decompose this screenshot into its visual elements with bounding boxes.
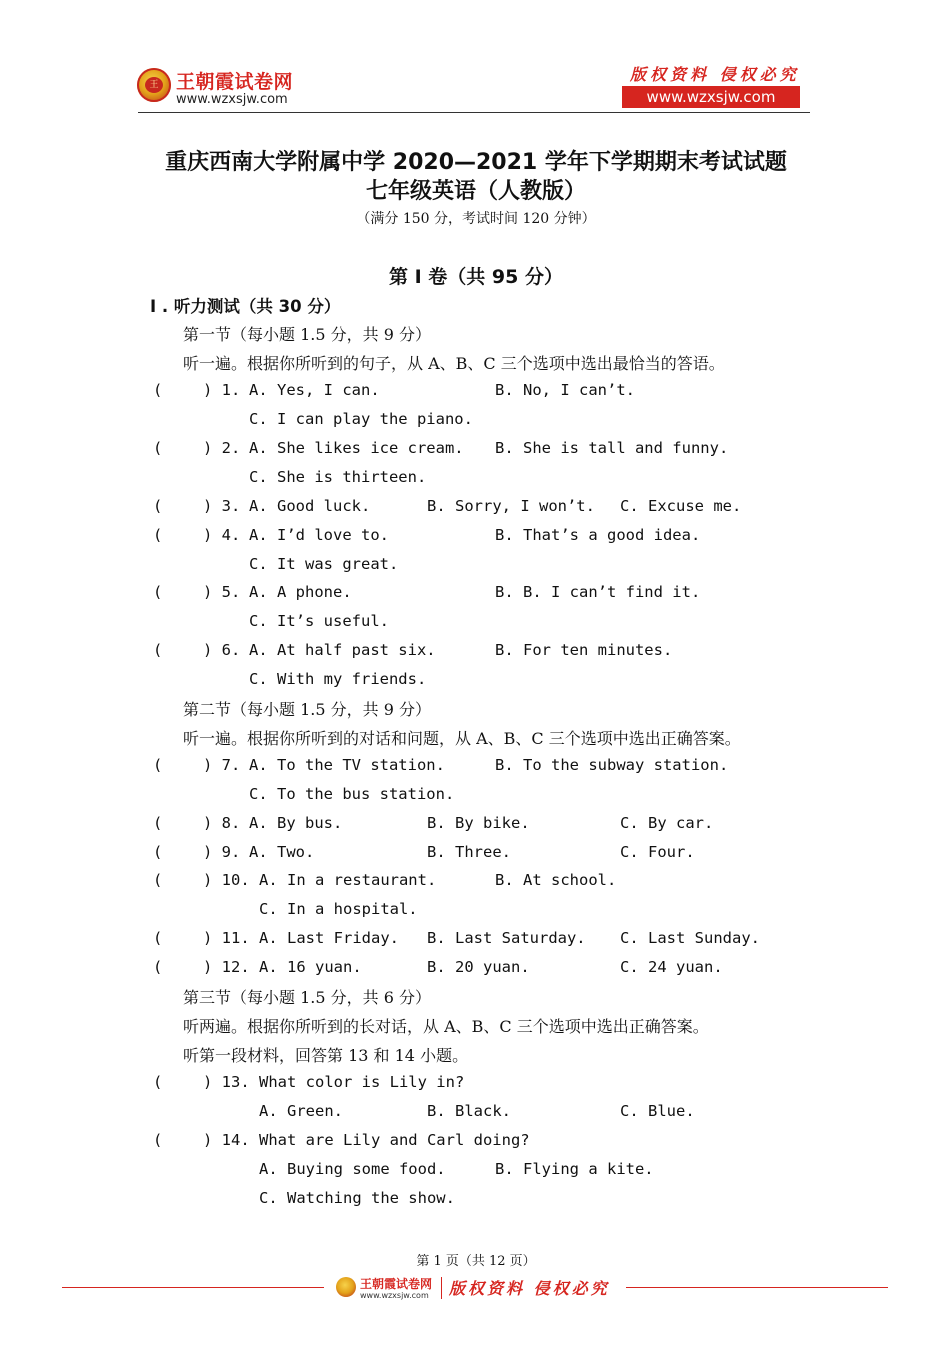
question-stem: What are Lily and Carl doing? [259, 1131, 530, 1149]
part3-title: 第三节（每小题 1.5 分，共 6 分） [183, 988, 431, 1007]
part2-instruction: 听一遍。根据你所听到的对话和问题，从 A、B、C 三个选项中选出正确答案。 [183, 729, 741, 748]
answer-bracket[interactable]: ( [153, 641, 163, 659]
option-b: B. B. I can’t find it. [495, 583, 701, 601]
brand-logo-icon: 王 [137, 68, 171, 102]
answer-bracket[interactable]: ( [153, 439, 163, 457]
question-number: ) 5. [203, 583, 241, 601]
option-c: C. In a hospital. [259, 900, 418, 918]
option-b: B. She is tall and funny. [495, 439, 729, 457]
question-number: ) 12. [203, 958, 250, 976]
answer-bracket[interactable]: ( [153, 497, 163, 515]
option-a: A. Last Friday. [259, 929, 399, 947]
part3-sub-instruction: 听第一段材料，回答第 13 和 14 小题。 [183, 1046, 469, 1065]
option-c: C. Excuse me. [620, 497, 742, 515]
option-c: C. I can play the piano. [249, 410, 473, 428]
option-c: C. Watching the show. [259, 1189, 455, 1207]
answer-bracket[interactable]: ( [153, 381, 163, 399]
footer-divider-right [626, 1287, 888, 1288]
question-number: ) 9. [203, 843, 241, 861]
option-c: C. To the bus station. [249, 785, 455, 803]
question-number: ) 1. [203, 381, 241, 399]
option-b: B. No, I can’t. [495, 381, 635, 399]
exam-score-time: （满分 150 分，考试时间 120 分钟） [356, 211, 596, 227]
option-a: A. A phone. [249, 583, 352, 601]
footer-brand-name: 王朝霞试卷网 [360, 1277, 433, 1291]
option-a: A. Buying some food. [259, 1160, 446, 1178]
answer-bracket[interactable]: ( [153, 814, 163, 832]
question-number: ) 8. [203, 814, 241, 832]
option-c: C. 24 yuan. [620, 958, 723, 976]
option-c: C. It’s useful. [249, 612, 389, 630]
option-c: C. Last Sunday. [620, 929, 760, 947]
option-b: B. For ten minutes. [495, 641, 673, 659]
footer-rights-notice: 版权资料 侵权必究 [449, 1279, 610, 1298]
option-a: A. In a restaurant. [259, 871, 437, 889]
option-b: B. Three. [427, 843, 511, 861]
part1-title: 第一节（每小题 1.5 分，共 9 分） [183, 325, 431, 344]
option-a: A. At half past six. [249, 641, 436, 659]
option-a: A. Green. [259, 1102, 343, 1120]
option-a: A. I’d love to. [249, 526, 389, 544]
answer-bracket[interactable]: ( [153, 1073, 163, 1091]
option-b: B. By bike. [427, 814, 530, 832]
question-number: ) 11. [203, 929, 250, 947]
answer-bracket[interactable]: ( [153, 1131, 163, 1149]
option-b: B. That’s a good idea. [495, 526, 701, 544]
answer-bracket[interactable]: ( [153, 871, 163, 889]
part1-instruction: 听一遍。根据你所听到的句子，从 A、B、C 三个选项中选出最恰当的答语。 [183, 354, 725, 373]
option-c: C. She is thirteen. [249, 468, 427, 486]
footer-separator [441, 1277, 442, 1299]
question-number: ) 2. [203, 439, 241, 457]
header-divider [138, 112, 810, 113]
answer-bracket[interactable]: ( [153, 756, 163, 774]
question-number: ) 3. [203, 497, 241, 515]
part2-title: 第二节（每小题 1.5 分，共 9 分） [183, 700, 431, 719]
option-c: C. Blue. [620, 1102, 695, 1120]
question-number: ) 13. [203, 1073, 250, 1091]
option-a: A. Good luck. [249, 497, 371, 515]
option-b: B. At school. [495, 871, 617, 889]
rights-url-badge[interactable]: www.wzxsjw.com [622, 86, 800, 108]
question-stem: What color is Lily in? [259, 1073, 465, 1091]
section-title: I . 听力测试（共 30 分） [150, 297, 341, 316]
option-a: A. Yes, I can. [249, 381, 380, 399]
question-number: ) 4. [203, 526, 241, 544]
volume-title: 第 I 卷（共 95 分） [389, 266, 563, 288]
option-a: A. To the TV station. [249, 756, 445, 774]
footer-logo-icon [336, 1277, 356, 1297]
brand-url[interactable]: www.wzxsjw.com [176, 92, 288, 107]
question-number: ) 6. [203, 641, 241, 659]
option-c: C. With my friends. [249, 670, 427, 688]
option-c: C. By car. [620, 814, 714, 832]
part3-instruction: 听两遍。根据你所听到的长对话，从 A、B、C 三个选项中选出正确答案。 [183, 1017, 709, 1036]
footer-brand-url[interactable]: www.wzxsjw.com [360, 1291, 429, 1300]
exam-subtitle: 七年级英语（人教版） [365, 179, 586, 204]
answer-bracket[interactable]: ( [153, 958, 163, 976]
option-b: B. Black. [427, 1102, 511, 1120]
footer-divider-left [62, 1287, 324, 1288]
option-b: B. To the subway station. [495, 756, 729, 774]
answer-bracket[interactable]: ( [153, 526, 163, 544]
answer-bracket[interactable]: ( [153, 843, 163, 861]
option-b: B. Last Saturday. [427, 929, 586, 947]
question-number: ) 14. [203, 1131, 250, 1149]
option-a: A. Two. [249, 843, 315, 861]
option-c: C. It was great. [249, 555, 399, 573]
option-b: B. Sorry, I won’t. [427, 497, 595, 515]
option-a: A. She likes ice cream. [249, 439, 464, 457]
answer-bracket[interactable]: ( [153, 929, 163, 947]
option-a: A. By bus. [249, 814, 343, 832]
question-number: ) 10. [203, 871, 250, 889]
option-c: C. Four. [620, 843, 695, 861]
page-number: 第 1 页（共 12 页） [416, 1254, 536, 1269]
question-number: ) 7. [203, 756, 241, 774]
option-a: A. 16 yuan. [259, 958, 362, 976]
rights-notice: 版权资料 侵权必究 [630, 65, 800, 84]
answer-bracket[interactable]: ( [153, 583, 163, 601]
option-b: B. 20 yuan. [427, 958, 530, 976]
exam-title: 重庆西南大学附属中学 2020—2021 学年下学期期末考试试题 [165, 150, 787, 175]
option-b: B. Flying a kite. [495, 1160, 654, 1178]
brand-name: 王朝霞试卷网 [176, 71, 294, 93]
